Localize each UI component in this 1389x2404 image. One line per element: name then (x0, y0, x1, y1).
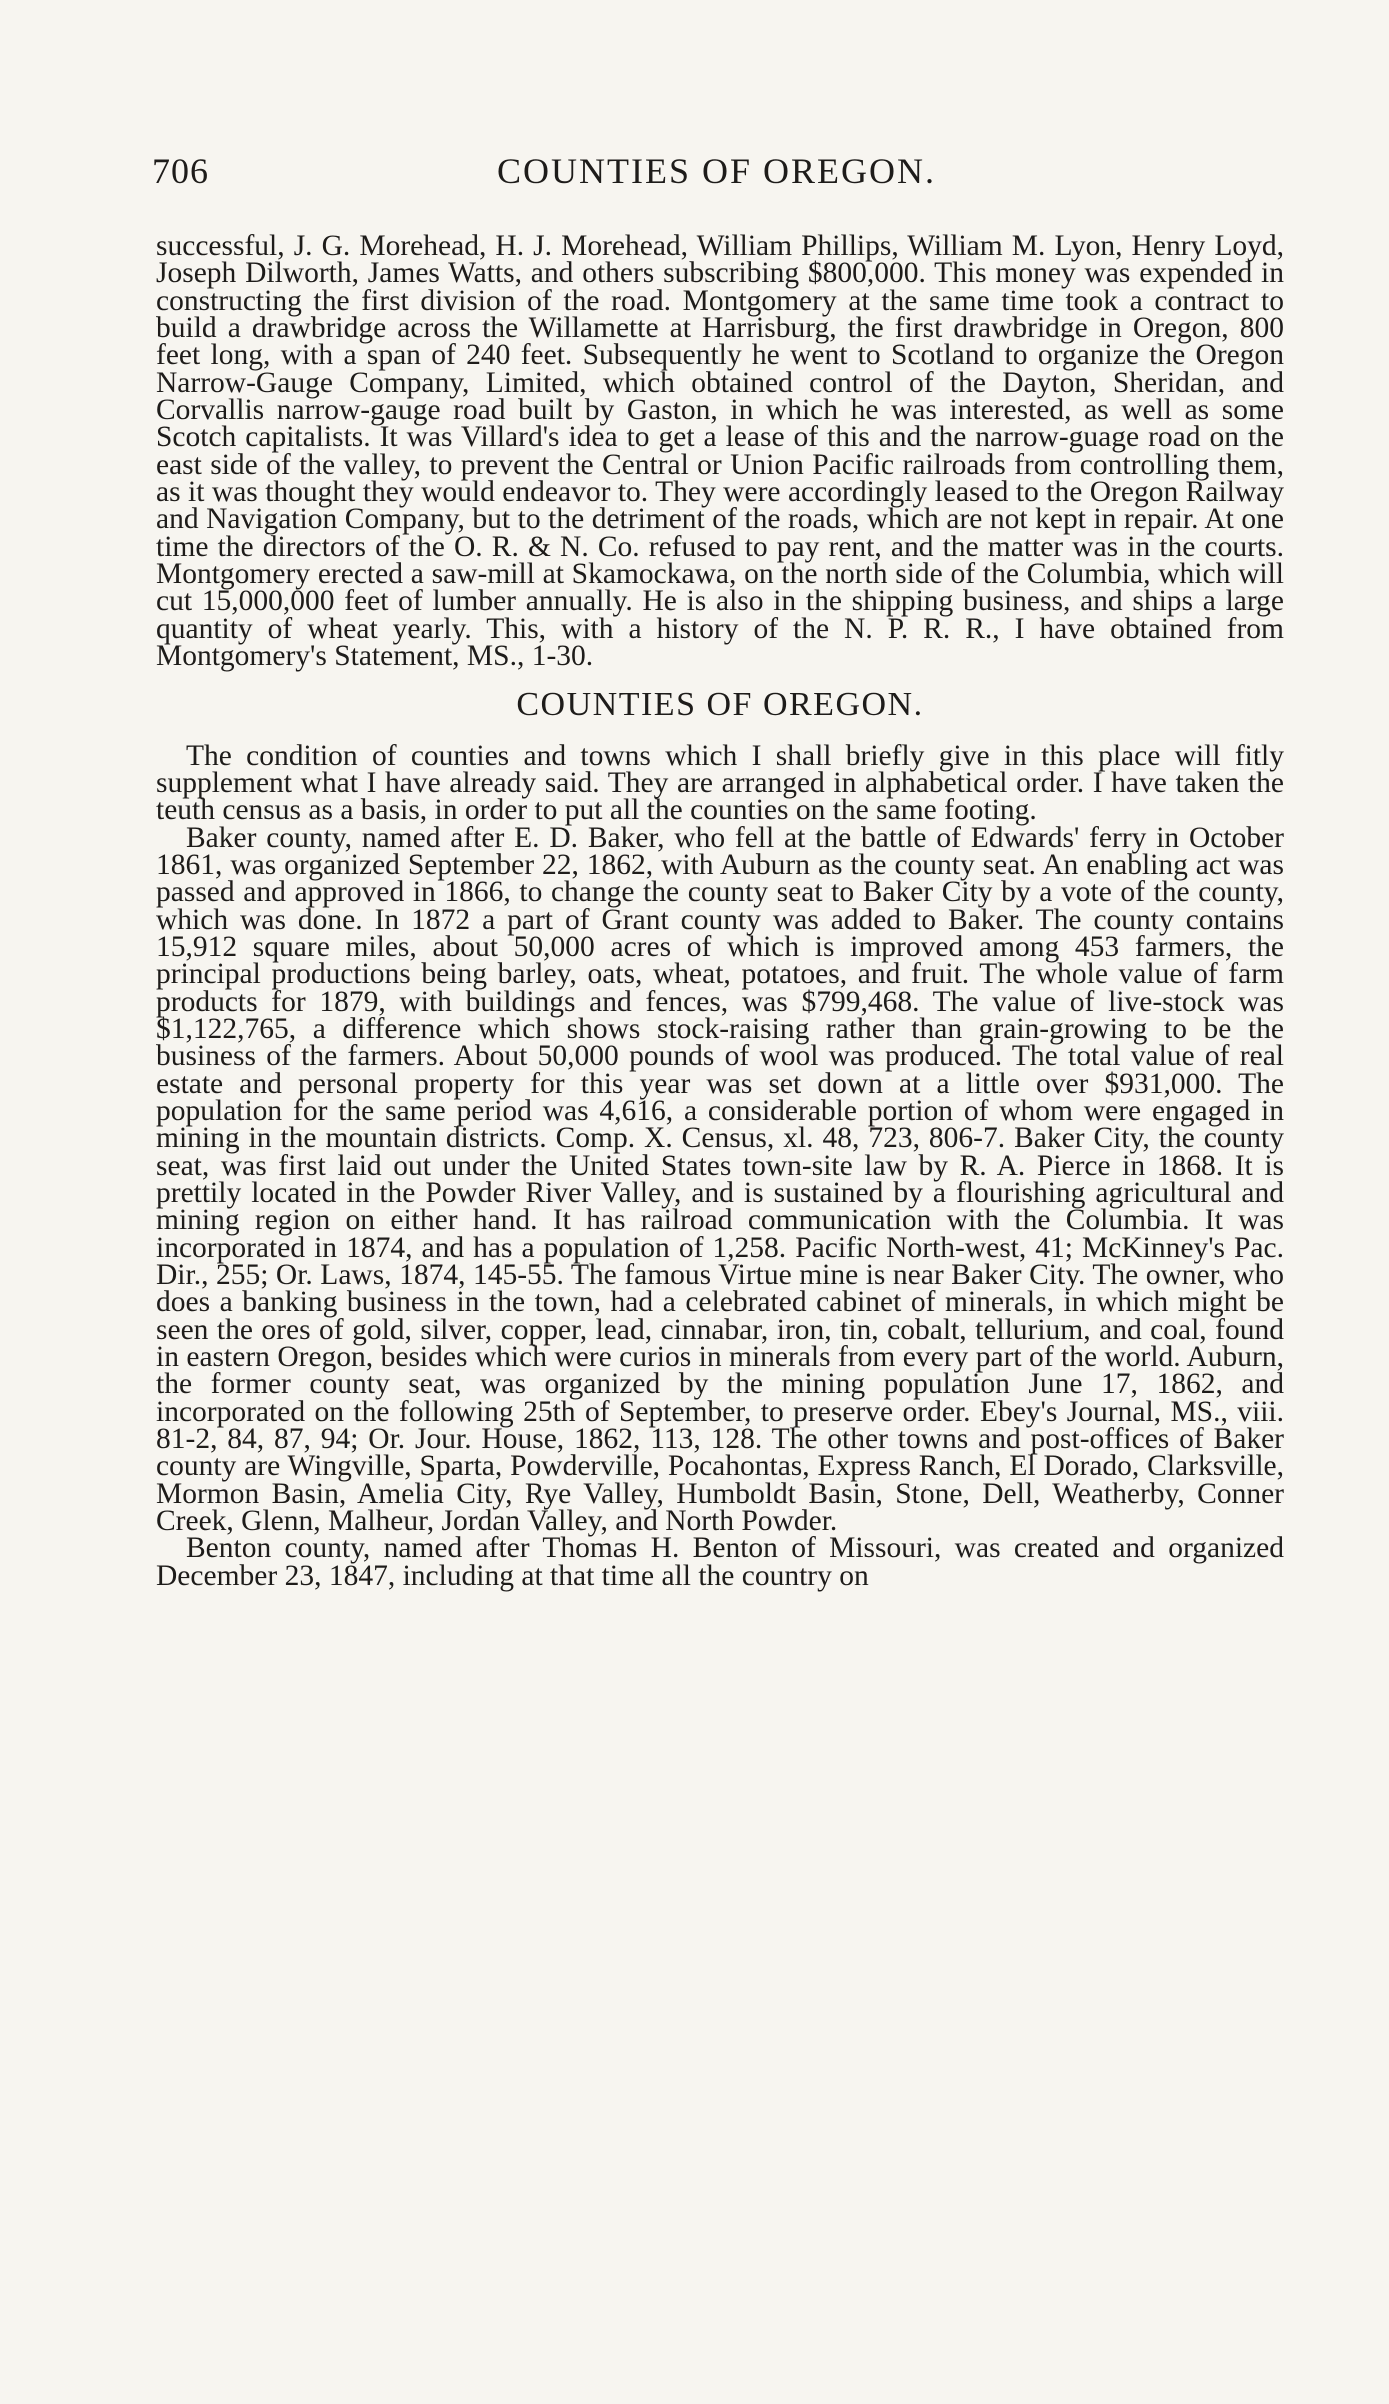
section-heading: COUNTIES OF OREGON. (516, 685, 924, 723)
page-number: 706 (152, 151, 209, 191)
paragraph-introduction: The condition of counties and towns which I shall briefly give in this place will fitly supplement what I have already said. They are arranged in alphabetical order. I have taken the teuth census as a basis, in order to put all the counties on the same footing. (156, 739, 1284, 827)
page-body (156, 230, 1284, 1592)
running-title: COUNTIES OF OREGON. (497, 151, 937, 191)
running-head (152, 150, 1302, 200)
paragraph-baker-county: Baker county, named after E. D. Baker, who fell at the battle of Edwards' ferry in October 1861, was organized September 22, 1862, with Auburn as the county seat. An enabling act was passed and approved in 1866, to change the county seat to Baker City by a vote of the county, which was done. In 1872 a part of Grant county was added to Baker. The county contains 15,912 square miles, about 50,000 acres of which is improved among 453 farmers, the principal productions being barley, oats, wheat, potatoes, and fruit. The whole value of farm products for 1879, with buildings and fences, was $799,468. The value of live-stock was $1,122,765, a difference which shows stock-raising rather than grain-growing to be the business of the farmers. About 50,000 pounds of wool was produced. The total value of real estate and personal property for this year was set down at a little over $931,000. The population for the same period was 4,616, a considerable portion of whom were engaged in mining in the mountain districts. Comp. X. Census, xl. 48, 723, 806-7. Baker City, the county seat, was first laid out under the United States town-site law by R. A. Pierce in 1868. It is prettily located in the Powder River Valley, and is sustained by a flourishing agricultural and mining region on either hand. It has railroad communication with the Columbia. It was incorporated in 1874, and has a population of 1,258. Pacific North-west, 41; McKinney's Pac. Dir., 255; Or. Laws, 1874, 145-55. The famous Virtue mine is near Baker City. The owner, who does a banking business in the town, had a celebrated cabinet of minerals, in which might be seen the ores of gold, silver, copper, lead, cinnabar, iron, tin, cobalt, tellurium, and coal, found in eastern Oregon, besides which were curios in minerals from every part of the world. Auburn, the former county seat, was organized by the mining population June 17, 1862, and incorporated on the following 25th of September, to preserve order. Ebey's Journal, MS., viii. 81-2, 84, 87, 94; Or. Jour. House, 1862, 113, 128. The other towns and post-offices of Baker county are Wingville, Sparta, Powderville, Pocahontas, Express Ranch, El Dorado, Clarksville, Mormon Basin, Amelia City, Rye Valley, Humboldt Basin, Stone, Dell, Weatherby, Conner Creek, Glenn, Malheur, Jordan Valley, and North Powder. (156, 821, 1284, 1538)
paragraph-montgomery-continued: successful, J. G. Morehead, H. J. Morehead, William Phillips, William M. Lyon, Henry Loyd, Joseph Dilworth, James Watts, and others subscribing $800,000. This money was expended in constructing the first division of the road. Montgomery at the same time took a contract to build a drawbridge across the Willamette at Harrisburg, the first drawbridge in Oregon, 800 feet long, with a span of 240 feet. Subsequently he went to Scotland to organize the Oregon Narrow-Gauge Company, Limited, which obtained control of the Dayton, Sheridan, and Corvallis narrow-gauge road built by Gaston, in which he was interested, as well as some Scotch capitalists. It was Villard's idea to get a lease of this and the narrow-guage road on the east side of the valley, to prevent the Central or Union Pacific railroads from controlling them, as it was thought they would endeavor to. They were accordingly leased to the Oregon Railway and Navigation Company, but to the detriment of the roads, which are not kept in repair. At one time the directors of the O. R. & N. Co. refused to pay rent, and the matter was in the courts. Montgomery erected a saw-mill at Skamockawa, on the north side of the Columbia, which will cut 15,000,000 feet of lumber annually. He is also in the shipping business, and ships a large quantity of wheat yearly. This, with a history of the N. P. R. R., I have obtained from Montgomery's Statement, MS., 1-30. (156, 230, 1284, 673)
paragraph-benton-county: Benton county, named after Thomas H. Benton of Missouri, was created and organized December 23, 1847, including at that time all the country on (156, 1532, 1284, 1592)
